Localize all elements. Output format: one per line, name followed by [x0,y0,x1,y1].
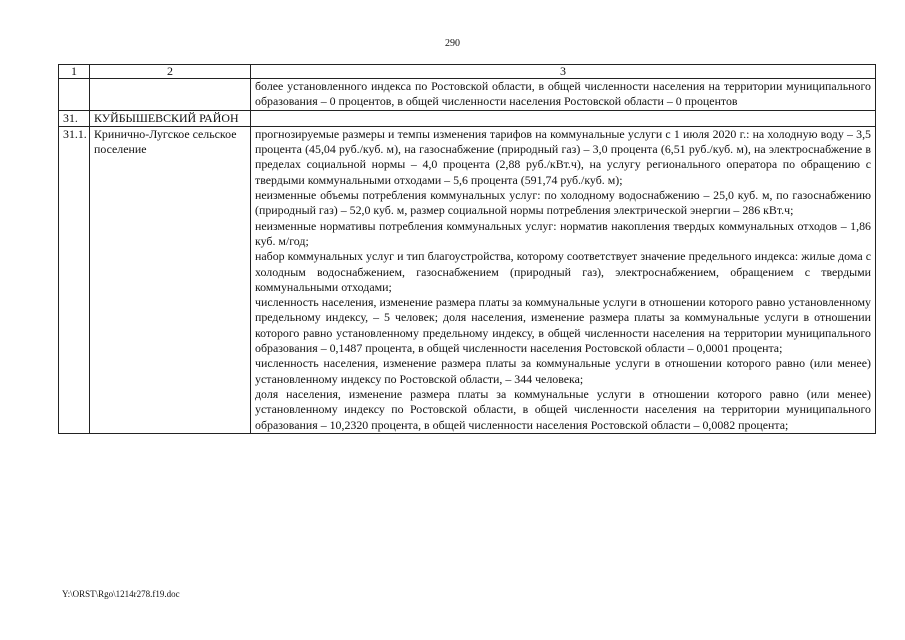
paragraph-services-set: набор коммунальных услуг и тип благоустройства, которому соответствует значение предельного индекса: жилые дома с холодным водоснабжением, газоснабжением (природный газ), электроснабжением, обращением с твердыми коммунальными отходами; [255,249,871,294]
settlement-number: 31.1. [59,126,90,433]
header-col-3: 3 [251,65,876,79]
paragraph-share-less: доля населения, изменение размера платы за коммунальные услуги в отношении которого равно (или менее) установленному индексу по Ростовской области, в общей численности населения на территории муниципального образования – 10,2320 процента, в общей численности населения Ростовской области – 0,0082 процента; [255,386,871,432]
table-header-row [59,65,876,79]
cont-num-cell [59,79,90,111]
table-row-district [59,110,876,126]
cont-name-cell [90,79,251,111]
settlement-name: Кринично-Лугское сельское поселение [90,126,251,433]
paragraph-population-equal: численность населения, изменение размера платы за коммунальные услуги в отношении которого равно установленному предельному индексу, – 5 человек; доля населения, изменение размера платы за коммунальные услуги в отношении которого равно установленному предельному индексу, в общей численности населения на территории муниципального образования – 0,1487 процента, в общей численности населения Ростовской области – 0,0001 процента; [255,295,871,356]
table-row-settlement [59,126,876,433]
header-col-2: 2 [90,65,251,79]
settlement-text-cell [251,126,876,433]
paragraph-norms: неизменные нормативы потребления коммунальных услуг: норматив накопления твердых коммунальных отходов – 1,86 куб. м/год; [255,218,871,248]
paragraph-volumes: неизменные объемы потребления коммунальных услуг: по холодному водоснабжению – 25,0 куб. м, по газоснабжению (природный газ) – 52,0 куб. м, размер социальной нормы потребления электрической энергии – 286 кВт.ч; [255,188,871,218]
table-row-continuation [59,79,876,111]
page-number: 290 [445,38,460,49]
district-empty-cell [251,110,876,126]
document-table [58,64,876,434]
header-col-1: 1 [59,65,90,79]
footer-file-path: Y:\ORST\Rgo\1214r278.f19.doc [62,589,180,599]
district-number: 31. [59,110,90,126]
district-name: КУЙБЫШЕВСКИЙ РАЙОН [90,110,251,126]
cont-text-cell: более установленного индекса по Ростовской области, в общей численности населения на территории муниципального образования – 0 процентов, в общей численности населения Ростовской области – 0 процентов [251,79,876,111]
paragraph-tariffs: прогнозируемые размеры и темпы изменения тарифов на коммунальные услуги с 1 июля 2020 г.: на холодную воду – 3,5 процента (45,04 руб./куб. м), на газоснабжение (природный газ) – 3,0 процента (6,51 руб./куб. м), на электроснабжение в пределах социальной нормы – 4,0 процента (2,88 руб./кВт.ч), на услугу регионального оператора по обращению с твердыми коммунальными отходами – 5,6 процента (591,74 руб./куб. м); [255,126,871,187]
paragraph-population-less: численность населения, изменение размера платы за коммунальные услуги в отношении которого равно (или менее) установленному индексу по Ростовской области, – 344 человека; [255,356,871,386]
